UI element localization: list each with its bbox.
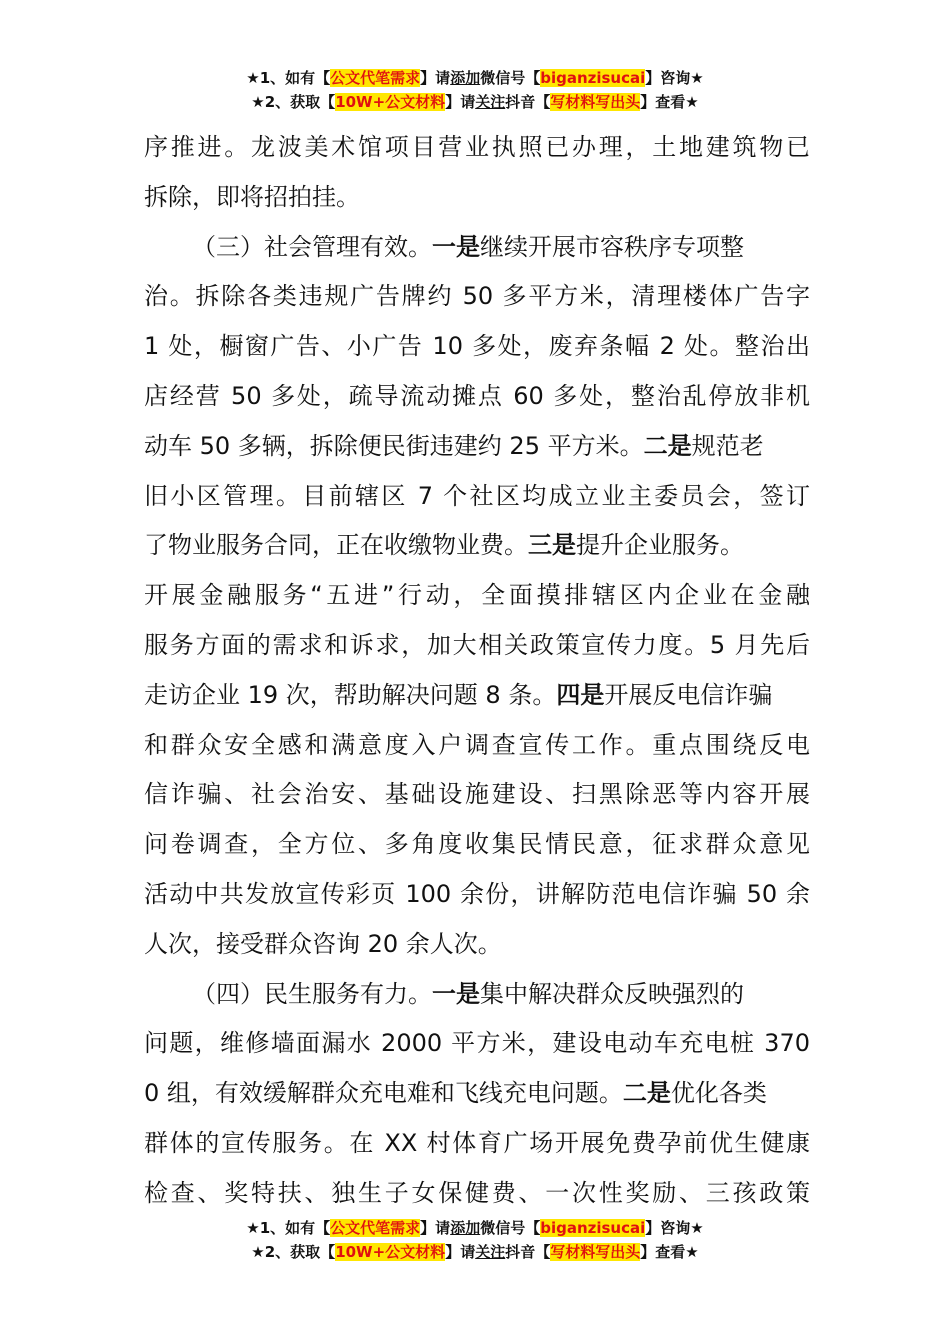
text-run: 规范老 [691, 431, 764, 460]
banner-text: ★1、如有【 [246, 69, 331, 87]
banner-highlight: biganzisucai [540, 69, 646, 87]
text-line [144, 521, 810, 571]
bold-marker: 一是 [432, 979, 480, 1008]
banner-text: 抖音【 [505, 93, 551, 111]
bold-marker: 四是 [556, 680, 605, 709]
text-line: 信诈骗、社会治安、基础设施建设、扫黑除恶等内容开展 [144, 780, 810, 809]
document-body [144, 123, 810, 1219]
text-run: 了物业服务合同，正在收缴物业费。 [144, 531, 528, 560]
text-line: 群体的宣传服务。在 XX 村体育广场开展免费孕前优生健康 [144, 1128, 810, 1157]
bold-marker: 一是 [432, 232, 480, 261]
banner-text: 】咨询★ [645, 69, 704, 87]
banner-text: 微信号【 [480, 69, 541, 87]
text-line: 旧小区管理。目前辖区 7 个社区均成立业主委员会，签订 [144, 481, 810, 510]
text-run: 动车 50 多辆，拆除便民街违建约 25 平方米。 [144, 431, 644, 460]
text-run: 0 组，有效缓解群众充电难和飞线充电问题。 [144, 1079, 623, 1108]
banner-text: 】请 [445, 93, 476, 111]
banner-underline: 添加 [450, 1219, 481, 1237]
text-line: 和群众安全感和满意度入户调查宣传工作。重点围绕反电 [144, 730, 810, 759]
text-line: 店经营 50 多处，疏导流动摊点 60 多处，整治乱停放非机 [144, 381, 810, 410]
bottom-banner [0, 1216, 950, 1264]
section-heading: （四）民生服务有力。 [192, 979, 432, 1008]
text-run: 走访企业 19 次，帮助解决问题 8 条。 [144, 680, 557, 709]
section-heading: （三）社会管理有效。 [192, 232, 432, 261]
banner-text: ★2、获取【 [251, 1243, 336, 1261]
banner-text: 微信号【 [480, 1219, 541, 1237]
text-line: 序推进。龙波美术馆项目营业执照已办理，土地建筑物已 [144, 133, 810, 161]
top-banner [0, 66, 950, 114]
text-line: 问题，维修墙面漏水 2000 平方米，建设电动车充电桩 370 [144, 1029, 810, 1058]
text-line [144, 223, 810, 273]
banner-underline: 关注 [475, 1243, 506, 1261]
banner-highlight: 写材料写出头 [550, 93, 641, 111]
banner-text: 抖音【 [505, 1243, 551, 1261]
text-line [144, 1069, 810, 1119]
text-line: 人次，接受群众咨询 20 余人次。 [144, 929, 502, 958]
banner-text: 】查看★ [640, 1243, 699, 1261]
bold-marker: 二是 [622, 1079, 671, 1108]
banner-highlight: biganzisucai [540, 1219, 646, 1237]
banner-highlight: 公文代笔需求 [330, 69, 421, 87]
text-line: 活动中共发放宣传彩页 100 余份，讲解防范电信诈骗 50 余 [144, 879, 810, 908]
bold-marker: 二是 [643, 431, 692, 460]
text-line: 服务方面的需求和诉求，加大相关政策宣传力度。5 月先后 [144, 630, 810, 659]
banner-text: ★1、如有【 [246, 1219, 331, 1237]
banner-line-2 [0, 90, 950, 114]
banner-text: ★2、获取【 [251, 93, 336, 111]
banner-text: 】请 [420, 1219, 451, 1237]
text-line: 问卷调查，全方位、多角度收集民情民意，征求群众意见 [144, 830, 810, 859]
text-run: 集中解决群众反映强烈的 [480, 979, 744, 1008]
text-line [144, 671, 810, 721]
text-run: 提升企业服务。 [576, 531, 744, 560]
text-run: 继续开展市容秩序专项整 [480, 232, 744, 261]
text-line: 检查、奖特扶、独生子女保健费、一次性奖励、三孩政策 [144, 1178, 810, 1207]
banner-line-1 [0, 1216, 950, 1240]
banner-text: 】查看★ [640, 93, 699, 111]
text-line: 拆除，即将招拍挂。 [144, 182, 360, 211]
banner-line-1 [0, 66, 950, 90]
banner-underline: 关注 [475, 93, 506, 111]
banner-text: 】请 [420, 69, 451, 87]
text-line: 治。拆除各类违规广告牌约 50 多平方米，清理楼体广告字 [144, 282, 810, 311]
text-line: 开展金融服务“五进”行动，全面摸排辖区内企业在金融 [144, 581, 810, 610]
banner-highlight: 公文代笔需求 [330, 1219, 421, 1237]
banner-text: 】咨询★ [645, 1219, 704, 1237]
banner-text: 】请 [445, 1243, 476, 1261]
text-line: 1 处，橱窗广告、小广告 10 多处，废弃条幅 2 处。整治出 [144, 332, 810, 361]
text-line [144, 970, 810, 1020]
text-line [144, 422, 810, 472]
bold-marker: 三是 [528, 531, 576, 560]
banner-highlight: 写材料写出头 [550, 1243, 641, 1261]
banner-line-2 [0, 1240, 950, 1264]
banner-highlight: 10W+公文材料 [335, 1243, 446, 1261]
text-run: 优化各类 [670, 1079, 767, 1108]
banner-highlight: 10W+公文材料 [335, 93, 446, 111]
banner-underline: 添加 [450, 69, 481, 87]
text-run: 开展反电信诈骗 [604, 680, 773, 709]
